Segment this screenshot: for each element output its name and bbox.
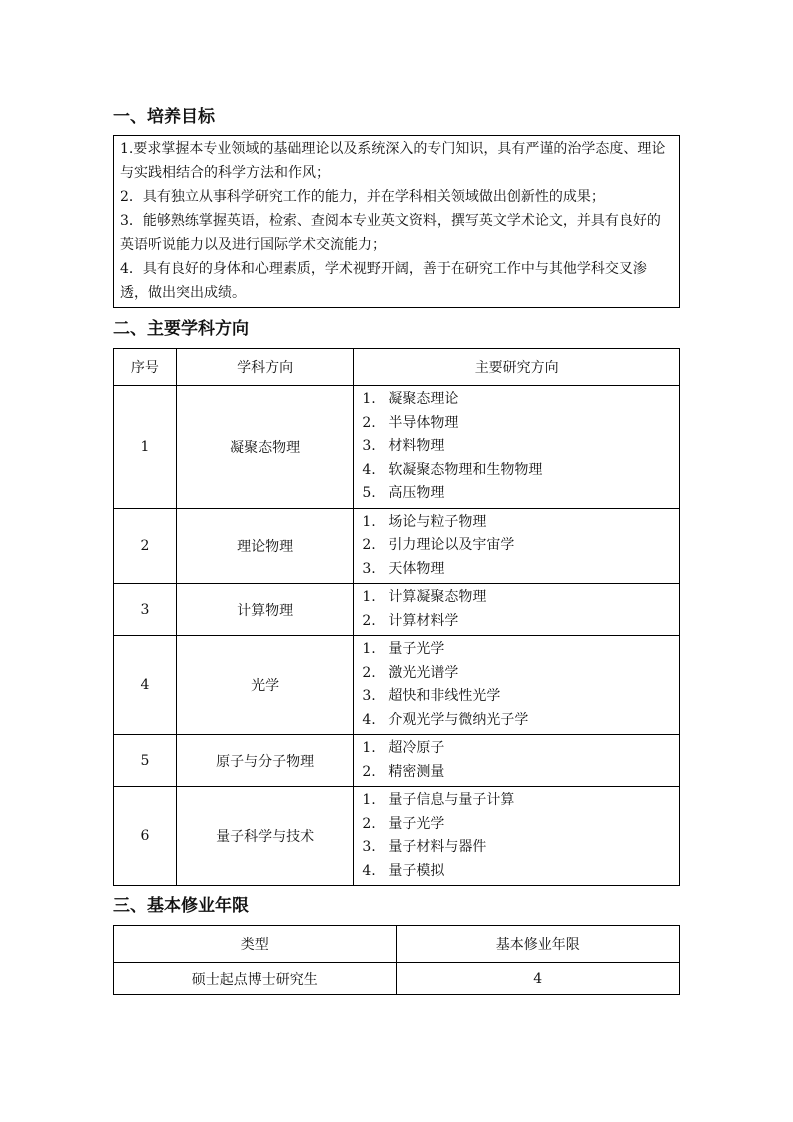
list-item-number: 1. [362, 641, 376, 657]
program-type: 硕士起点博士研究生 [114, 963, 397, 995]
list-item [362, 638, 673, 662]
list-item-number: 2. [362, 815, 376, 832]
list-item-number: 3. [362, 839, 376, 855]
list-item-number: 3. [362, 438, 376, 454]
list-item-text: 量子光学 [388, 641, 445, 657]
list-item [362, 610, 673, 634]
list-item [362, 482, 673, 506]
list-item-text: 激光光谱学 [388, 664, 459, 681]
header-no: 序号 [114, 349, 177, 386]
list-item-number: 3. [362, 688, 376, 704]
row-number: 2 [114, 508, 177, 584]
goal-item: 4．具有良好的身体和心理素质，学术视野开阔，善于在研究工作中与其他学科交叉渗透，做出突出成绩。 [120, 261, 647, 301]
list-item-number: 4. [362, 711, 376, 728]
list-item [362, 789, 673, 813]
list-item [362, 836, 673, 860]
list-item-text: 精密测量 [388, 763, 445, 780]
list-item-text: 软凝聚态物理和生物物理 [388, 461, 543, 478]
research-directions [354, 508, 680, 584]
list-item [362, 662, 673, 686]
row-number: 1 [114, 386, 177, 509]
list-item-number: 1. [362, 513, 376, 530]
list-item-number: 2. [362, 612, 376, 629]
list-item-text: 超快和非线性光学 [388, 688, 501, 704]
table-header-row [114, 349, 680, 386]
list-item [362, 709, 673, 733]
discipline-name: 原子与分子物理 [176, 735, 354, 787]
header-research: 主要研究方向 [354, 349, 680, 386]
list-item [362, 459, 673, 483]
section-title-training-goals: 一、培养目标 [113, 107, 215, 127]
list-item-number: 1. [362, 740, 376, 756]
document-page [113, 100, 680, 995]
list-item-text: 凝聚态理论 [388, 391, 459, 407]
list-item-text: 量子信息与量子计算 [388, 792, 515, 808]
research-directions [354, 584, 680, 636]
row-number: 3 [114, 584, 177, 636]
row-number: 4 [114, 636, 177, 735]
list-item-text: 量子模拟 [388, 862, 445, 879]
list-item [362, 860, 673, 884]
goal-item: 1.要求掌握本专业领域的基础理论以及系统深入的专门知识，具有严谨的治学态度、理论与实践相结合的科学方法和作风； [120, 141, 666, 181]
list-item-text: 计算材料学 [388, 612, 459, 629]
list-item-number: 2. [362, 664, 376, 681]
list-item-number: 4. [362, 461, 376, 478]
list-item [362, 388, 673, 412]
goal-item: 3．能够熟练掌握英语，检索、查阅本专业英文资料，撰写英文学术论文，并具有良好的英语听说能力以及进行国际学术交流能力； [120, 213, 661, 253]
list-item-text: 量子光学 [388, 815, 445, 832]
list-item-text: 场论与粒子物理 [388, 513, 487, 530]
list-item [362, 586, 673, 610]
list-item-number: 2. [362, 414, 376, 431]
list-item [362, 534, 673, 558]
list-item-text: 天体物理 [388, 560, 445, 577]
header-years: 基本修业年限 [396, 926, 680, 963]
list-item-text: 超冷原子 [388, 740, 445, 756]
list-item-number: 1. [362, 391, 376, 407]
list-item-text: 量子材料与器件 [388, 839, 487, 855]
list-item [362, 435, 673, 459]
list-item-number: 2. [362, 763, 376, 780]
list-item-number: 2. [362, 537, 376, 553]
list-item-text: 材料物理 [388, 438, 445, 454]
table-row [114, 963, 680, 995]
study-years-table [113, 925, 680, 995]
section-title-disciplines: 二、主要学科方向 [113, 319, 249, 339]
header-discipline: 学科方向 [176, 349, 354, 386]
header-type: 类型 [114, 926, 397, 963]
table-header-row [114, 926, 680, 963]
list-item-text: 计算凝聚态物理 [388, 589, 487, 605]
discipline-name: 理论物理 [176, 508, 354, 584]
table-row [114, 508, 680, 584]
list-item [362, 511, 673, 535]
table-row [114, 787, 680, 886]
row-number: 5 [114, 735, 177, 787]
list-item-number: 5. [362, 485, 376, 501]
discipline-name: 光学 [176, 636, 354, 735]
list-item-number: 1. [362, 589, 376, 605]
goal-item: 2．具有独立从事科学研究工作的能力，并在学科相关领域做出创新性的成果； [120, 189, 605, 205]
table-row [114, 636, 680, 735]
research-directions [354, 386, 680, 509]
list-item-text: 半导体物理 [388, 414, 459, 431]
discipline-name: 凝聚态物理 [176, 386, 354, 509]
table-row [114, 386, 680, 509]
discipline-name: 量子科学与技术 [176, 787, 354, 886]
list-item [362, 761, 673, 785]
section-title-study-years: 三、基本修业年限 [113, 896, 249, 916]
list-item-number: 3. [362, 560, 376, 577]
research-directions [354, 636, 680, 735]
list-item-text: 介观光学与微纳光子学 [388, 711, 529, 728]
training-goals-box [113, 135, 680, 308]
list-item-number: 1. [362, 792, 376, 808]
program-years: 4 [396, 963, 680, 995]
list-item [362, 558, 673, 582]
list-item-text: 高压物理 [388, 485, 445, 501]
disciplines-table [113, 348, 680, 886]
row-number: 6 [114, 787, 177, 886]
list-item-number: 4. [362, 862, 376, 879]
list-item-text: 引力理论以及宇宙学 [388, 537, 515, 553]
list-item [362, 737, 673, 761]
research-directions [354, 735, 680, 787]
table-row [114, 735, 680, 787]
list-item [362, 412, 673, 436]
list-item [362, 685, 673, 709]
table-row [114, 584, 680, 636]
research-directions [354, 787, 680, 886]
discipline-name: 计算物理 [176, 584, 354, 636]
list-item [362, 813, 673, 837]
